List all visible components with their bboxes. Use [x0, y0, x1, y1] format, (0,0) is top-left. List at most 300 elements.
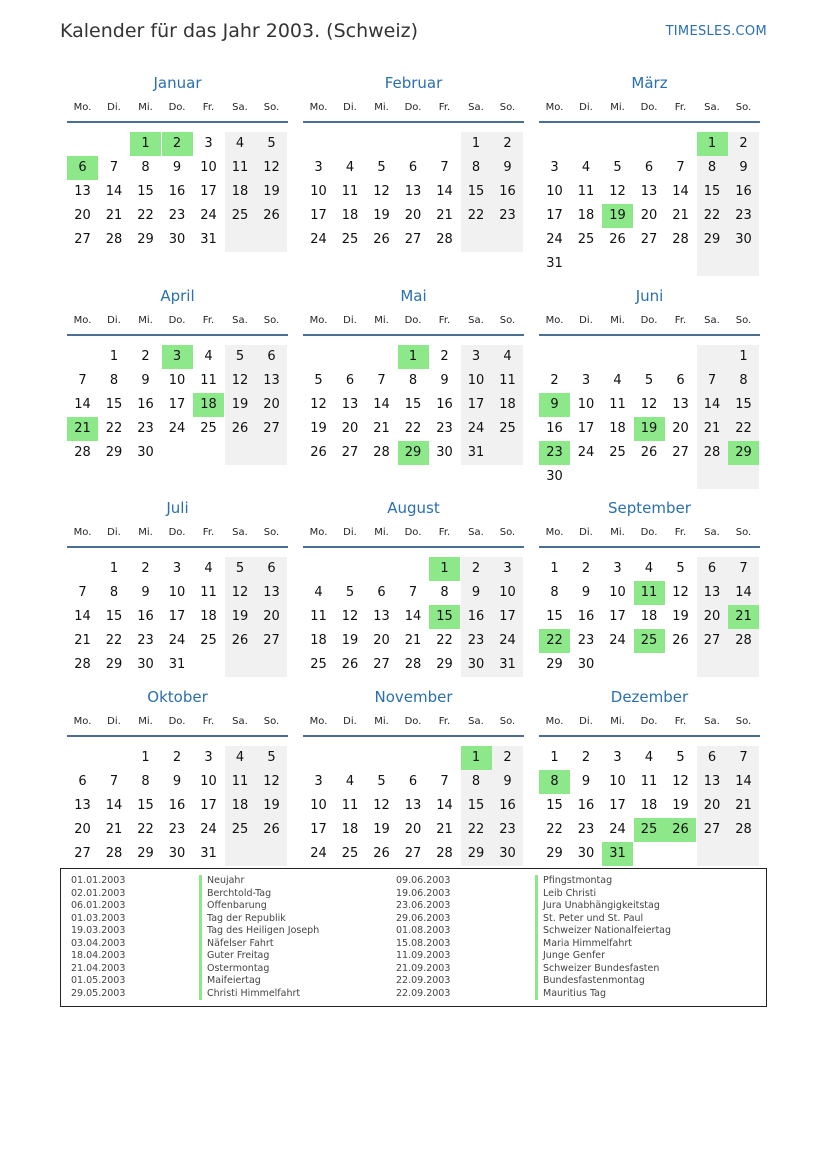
holiday-day-cell: 23	[539, 441, 570, 465]
day-cell: 23	[492, 818, 523, 842]
weekend-filler	[728, 842, 759, 866]
day-cell: 10	[200, 160, 217, 175]
legend-holiday-name: Tag des Heiligen Joseph	[199, 925, 319, 938]
weekend-filler	[492, 441, 523, 465]
day-cell: 2	[728, 132, 759, 156]
weekday-header: Mi.	[138, 716, 153, 727]
day-cell: 2	[141, 349, 150, 364]
weekday-header: So.	[735, 716, 752, 727]
day-cell: 6	[78, 774, 87, 789]
day-cell: 12	[256, 156, 287, 180]
day-cell: 26	[640, 445, 658, 460]
month-divider	[303, 121, 524, 123]
day-cell: 10	[200, 774, 217, 789]
day-cell: 29	[105, 445, 123, 460]
day-cell: 6	[256, 345, 287, 369]
weekday-header: Sa.	[704, 102, 720, 113]
day-cell: 22	[436, 633, 453, 648]
weekday-header: So.	[263, 527, 280, 538]
day-cell: 23	[492, 204, 523, 228]
day-cell: 25	[225, 204, 256, 228]
day-cell: 11	[225, 156, 256, 180]
day-cell: 3	[613, 750, 622, 765]
day-cell: 12	[373, 184, 390, 199]
day-cell: 29	[461, 842, 492, 866]
day-cell: 17	[546, 208, 563, 223]
day-cell: 1	[109, 349, 119, 364]
day-cell: 12	[225, 369, 256, 393]
page-title: Kalender für das Jahr 2003. (Schweiz)	[60, 20, 419, 42]
month-divider	[539, 546, 760, 548]
day-cell: 30	[728, 228, 759, 252]
day-cell: 28	[105, 846, 123, 861]
weekday-header: Sa.	[232, 315, 248, 326]
day-cell: 8	[550, 585, 559, 600]
legend-date: 01.05.2003	[71, 975, 126, 986]
day-cell: 14	[105, 184, 123, 199]
day-cell: 28	[404, 657, 422, 672]
legend-date: 01.03.2003	[71, 912, 126, 924]
day-cell: 4	[204, 561, 213, 576]
month-divider	[303, 735, 524, 737]
weekday-header: Mi.	[610, 527, 625, 538]
weekend-filler	[256, 228, 287, 252]
day-cell: 18	[640, 609, 658, 624]
day-cell: 29	[546, 846, 563, 861]
weekend-filler	[697, 842, 728, 866]
day-cell: 2	[581, 750, 591, 765]
day-cell: 24	[200, 208, 217, 223]
legend-date: 19.03.2003	[71, 925, 126, 936]
legend-names-right	[535, 875, 671, 1000]
day-cell: 15	[105, 397, 123, 412]
day-cell: 7	[109, 160, 119, 175]
weekday-header: Mi.	[610, 102, 625, 113]
day-cell: 14	[436, 184, 453, 199]
weekday-header: Mo.	[545, 527, 564, 538]
holiday-day-cell: 1	[697, 132, 728, 156]
day-cell: 29	[137, 232, 154, 247]
day-cell: 27	[404, 232, 422, 247]
weekend-filler	[728, 465, 759, 489]
day-cell: 3	[613, 561, 622, 576]
day-cell: 24	[310, 232, 327, 247]
day-cell: 23	[168, 822, 186, 837]
day-cell: 18	[310, 633, 327, 648]
weekday-header: Sa.	[468, 315, 484, 326]
day-cell: 29	[546, 657, 563, 672]
day-cell: 5	[225, 345, 256, 369]
day-cell: 6	[256, 557, 287, 581]
day-cell: 15	[404, 397, 422, 412]
day-cell: 25	[577, 232, 595, 247]
legend-holiday-name: Jura Unabhängigkeitstag	[535, 900, 671, 913]
day-cell: 23	[728, 204, 759, 228]
weekday-header: Do.	[168, 315, 186, 326]
day-cell: 8	[440, 585, 449, 600]
weekday-header: Sa.	[232, 716, 248, 727]
weekday-header: So.	[499, 527, 516, 538]
month-name: Oktober	[147, 688, 208, 706]
day-cell: 29	[137, 846, 154, 861]
day-cell: 19	[225, 393, 256, 417]
day-cell: 21	[436, 822, 453, 837]
holiday-day-cell: 1	[461, 746, 492, 770]
day-cell: 19	[256, 794, 287, 818]
day-cell: 4	[204, 349, 213, 364]
day-cell: 7	[676, 160, 685, 175]
day-cell: 26	[225, 417, 256, 441]
holiday-day-cell: 1	[130, 132, 161, 156]
day-cell: 8	[728, 369, 759, 393]
legend-holiday-name: Bundesfastenmontag	[535, 975, 671, 988]
day-cell: 24	[461, 417, 492, 441]
day-cell: 5	[644, 373, 654, 388]
weekday-header: So.	[263, 716, 280, 727]
legend-holiday-name: Pfingstmontag	[535, 875, 671, 888]
day-cell: 3	[314, 774, 323, 789]
weekday-header: Fr.	[674, 527, 687, 538]
day-cell: 26	[609, 232, 626, 247]
day-cell: 7	[408, 585, 418, 600]
day-cell: 4	[345, 774, 355, 789]
day-cell: 1	[728, 345, 759, 369]
day-cell: 26	[373, 232, 390, 247]
day-cell: 1	[109, 561, 119, 576]
weekday-header: Di.	[107, 716, 121, 727]
day-cell: 10	[168, 373, 186, 388]
day-cell: 16	[492, 180, 523, 204]
weekday-header: So.	[499, 102, 516, 113]
day-cell: 22	[546, 822, 563, 837]
day-cell: 26	[373, 846, 390, 861]
day-cell: 22	[137, 208, 154, 223]
day-cell: 17	[200, 798, 217, 813]
day-cell: 11	[609, 397, 626, 412]
day-cell: 21	[672, 208, 689, 223]
day-cell: 5	[377, 774, 386, 789]
holiday-day-cell: 9	[539, 393, 570, 417]
day-cell: 14	[728, 581, 759, 605]
weekday-header: Mi.	[374, 102, 389, 113]
day-cell: 15	[546, 609, 563, 624]
day-cell: 17	[609, 609, 626, 624]
day-cell: 17	[200, 184, 217, 199]
weekday-header: Do.	[640, 315, 658, 326]
month-divider	[67, 546, 288, 548]
legend-holiday-name: Guter Freitag	[199, 950, 319, 963]
weekday-header: Di.	[107, 102, 121, 113]
weekday-header: Mi.	[610, 716, 625, 727]
day-cell: 8	[141, 774, 150, 789]
legend-dates-right	[396, 875, 450, 1000]
legend-date: 01.01.2003	[71, 875, 126, 886]
legend-holiday-name: Schweizer Bundesfasten	[535, 963, 671, 976]
weekday-header: Mo.	[545, 315, 564, 326]
weekday-header: Mo.	[73, 716, 92, 727]
holiday-day-cell: 19	[634, 417, 665, 441]
day-cell: 29	[105, 657, 123, 672]
day-cell: 25	[341, 846, 359, 861]
weekday-header: So.	[735, 102, 752, 113]
month-divider	[539, 121, 760, 123]
month-name: Juni	[635, 287, 664, 305]
day-cell: 2	[440, 349, 449, 364]
holiday-day-cell: 8	[539, 770, 570, 794]
day-cell: 8	[109, 373, 119, 388]
weekday-header: Do.	[404, 315, 422, 326]
day-cell: 16	[461, 605, 492, 629]
day-cell: 20	[256, 605, 287, 629]
day-cell: 21	[404, 633, 422, 648]
weekday-header: Sa.	[468, 716, 484, 727]
day-cell: 24	[168, 421, 186, 436]
day-cell: 26	[256, 204, 287, 228]
day-cell: 18	[341, 208, 359, 223]
weekend-filler	[697, 345, 728, 369]
day-cell: 30	[168, 232, 186, 247]
day-cell: 18	[225, 180, 256, 204]
day-cell: 12	[609, 184, 626, 199]
weekend-filler	[728, 653, 759, 677]
day-cell: 15	[105, 609, 123, 624]
weekday-header: Fr.	[674, 102, 687, 113]
month-name: März	[631, 74, 668, 92]
weekday-header: Mo.	[73, 102, 92, 113]
weekday-header: Mo.	[309, 102, 328, 113]
day-cell: 8	[461, 770, 492, 794]
day-cell: 29	[697, 228, 728, 252]
day-cell: 24	[609, 633, 626, 648]
month-divider	[539, 334, 760, 336]
legend-names-left	[199, 875, 319, 1000]
day-cell: 11	[200, 373, 217, 388]
day-cell: 21	[74, 633, 91, 648]
weekend-filler	[728, 252, 759, 276]
weekday-header: Mo.	[309, 716, 328, 727]
day-cell: 2	[461, 557, 492, 581]
day-cell: 28	[436, 846, 453, 861]
day-cell: 1	[141, 750, 150, 765]
weekday-header: Di.	[579, 315, 593, 326]
day-cell: 17	[310, 208, 327, 223]
weekend-filler	[461, 228, 492, 252]
holiday-day-cell: 25	[634, 629, 665, 653]
day-cell: 28	[105, 232, 123, 247]
day-cell: 2	[581, 561, 591, 576]
holiday-day-cell: 29	[728, 441, 759, 465]
day-cell: 21	[728, 794, 759, 818]
weekend-filler	[256, 653, 287, 677]
holiday-day-cell: 21	[728, 605, 759, 629]
day-cell: 14	[74, 397, 91, 412]
day-cell: 19	[373, 208, 390, 223]
month-name: Dezember	[610, 688, 689, 706]
day-cell: 30	[137, 657, 154, 672]
day-cell: 30	[577, 657, 595, 672]
day-cell: 16	[168, 184, 186, 199]
weekday-header: Do.	[640, 102, 658, 113]
legend-date: 21.09.2003	[396, 962, 451, 974]
day-cell: 16	[168, 798, 186, 813]
day-cell: 24	[200, 822, 217, 837]
day-cell: 3	[204, 136, 213, 151]
holiday-day-cell: 2	[162, 132, 193, 156]
month-divider	[303, 334, 524, 336]
holiday-day-cell: 1	[398, 345, 429, 369]
weekday-header: Do.	[640, 716, 658, 727]
holiday-day-cell: 6	[67, 156, 98, 180]
day-cell: 28	[373, 445, 390, 460]
day-cell: 11	[341, 184, 359, 199]
day-cell: 7	[440, 774, 449, 789]
weekend-filler	[256, 441, 287, 465]
day-cell: 27	[341, 445, 359, 460]
day-cell: 14	[697, 393, 728, 417]
weekday-header: Fr.	[438, 315, 451, 326]
day-cell: 4	[225, 132, 256, 156]
day-cell: 20	[697, 605, 728, 629]
day-cell: 9	[172, 160, 182, 175]
day-cell: 27	[256, 629, 287, 653]
legend-holiday-name: Tag der Republik	[199, 913, 319, 926]
day-cell: 6	[408, 160, 418, 175]
day-cell: 15	[137, 798, 154, 813]
brand-logo[interactable]: TIMESLES.COM	[665, 24, 767, 39]
day-cell: 17	[310, 822, 327, 837]
day-cell: 12	[672, 774, 689, 789]
legend-holiday-name: Maifeiertag	[199, 975, 319, 988]
day-cell: 17	[577, 421, 595, 436]
day-cell: 30	[436, 445, 453, 460]
day-cell: 10	[546, 184, 563, 199]
month-name: September	[608, 499, 691, 517]
day-cell: 22	[461, 818, 492, 842]
day-cell: 25	[341, 232, 359, 247]
day-cell: 24	[168, 633, 186, 648]
day-cell: 30	[546, 469, 563, 484]
day-cell: 5	[676, 561, 685, 576]
day-cell: 20	[697, 794, 728, 818]
day-cell: 21	[105, 822, 123, 837]
day-cell: 1	[550, 750, 559, 765]
weekday-header: Mo.	[73, 315, 92, 326]
day-cell: 23	[577, 822, 595, 837]
day-cell: 28	[436, 232, 453, 247]
weekday-header: Mi.	[138, 315, 153, 326]
weekday-header: Fr.	[202, 102, 215, 113]
weekday-header: Do.	[404, 102, 422, 113]
day-cell: 11	[225, 770, 256, 794]
day-cell: 9	[492, 156, 523, 180]
weekday-header: Fr.	[438, 102, 451, 113]
day-cell: 13	[697, 770, 728, 794]
day-cell: 12	[256, 770, 287, 794]
day-cell: 20	[672, 421, 689, 436]
month-name: April	[160, 287, 195, 305]
day-cell: 10	[461, 369, 492, 393]
day-cell: 16	[492, 794, 523, 818]
day-cell: 13	[373, 609, 390, 624]
day-cell: 3	[492, 557, 523, 581]
day-cell: 20	[404, 208, 422, 223]
day-cell: 4	[492, 345, 523, 369]
weekend-filler	[225, 228, 256, 252]
day-cell: 18	[640, 798, 658, 813]
day-cell: 21	[436, 208, 453, 223]
day-cell: 26	[225, 629, 256, 653]
day-cell: 24	[492, 629, 523, 653]
day-cell: 7	[697, 369, 728, 393]
day-cell: 7	[728, 557, 759, 581]
month-divider	[67, 121, 288, 123]
legend-date: 22.09.2003	[396, 975, 451, 986]
day-cell: 9	[728, 156, 759, 180]
day-cell: 27	[256, 417, 287, 441]
day-cell: 10	[492, 581, 523, 605]
day-cell: 14	[404, 609, 422, 624]
holiday-day-cell: 22	[539, 629, 570, 653]
day-cell: 15	[137, 184, 154, 199]
day-cell: 10	[310, 798, 327, 813]
day-cell: 30	[577, 846, 595, 861]
day-cell: 15	[697, 180, 728, 204]
weekday-header: Sa.	[704, 716, 720, 727]
legend-holiday-name: Ostermontag	[199, 963, 319, 976]
day-cell: 30	[461, 653, 492, 677]
day-cell: 22	[105, 421, 123, 436]
weekday-header: Sa.	[232, 527, 248, 538]
day-cell: 7	[440, 160, 449, 175]
day-cell: 12	[672, 585, 689, 600]
weekend-filler	[256, 842, 287, 866]
weekday-header: So.	[735, 527, 752, 538]
day-cell: 18	[492, 393, 523, 417]
weekday-header: Do.	[168, 527, 186, 538]
legend-date: 06.01.2003	[71, 900, 126, 911]
month-divider	[539, 735, 760, 737]
legend-date: 29.05.2003	[71, 987, 126, 999]
day-cell: 27	[404, 846, 422, 861]
weekday-header: Sa.	[704, 315, 720, 326]
day-cell: 5	[377, 160, 386, 175]
day-cell: 5	[256, 132, 287, 156]
day-cell: 9	[461, 581, 492, 605]
day-cell: 3	[172, 561, 182, 576]
weekend-filler	[225, 441, 256, 465]
day-cell: 1	[550, 561, 559, 576]
day-cell: 18	[200, 609, 217, 624]
day-cell: 31	[546, 256, 563, 271]
day-cell: 23	[436, 421, 453, 436]
weekday-header: Mo.	[73, 527, 92, 538]
day-cell: 16	[137, 397, 154, 412]
day-cell: 22	[404, 421, 422, 436]
weekday-header: Sa.	[704, 527, 720, 538]
weekday-header: Di.	[107, 527, 121, 538]
day-cell: 29	[436, 657, 453, 672]
day-cell: 12	[225, 581, 256, 605]
day-cell: 22	[105, 633, 123, 648]
day-cell: 6	[408, 774, 418, 789]
day-cell: 3	[204, 750, 213, 765]
holiday-day-cell: 3	[162, 345, 193, 369]
day-cell: 20	[373, 633, 390, 648]
day-cell: 6	[377, 585, 386, 600]
day-cell: 24	[546, 232, 563, 247]
day-cell: 11	[640, 774, 658, 789]
legend-holiday-name: St. Peter und St. Paul	[535, 913, 671, 926]
